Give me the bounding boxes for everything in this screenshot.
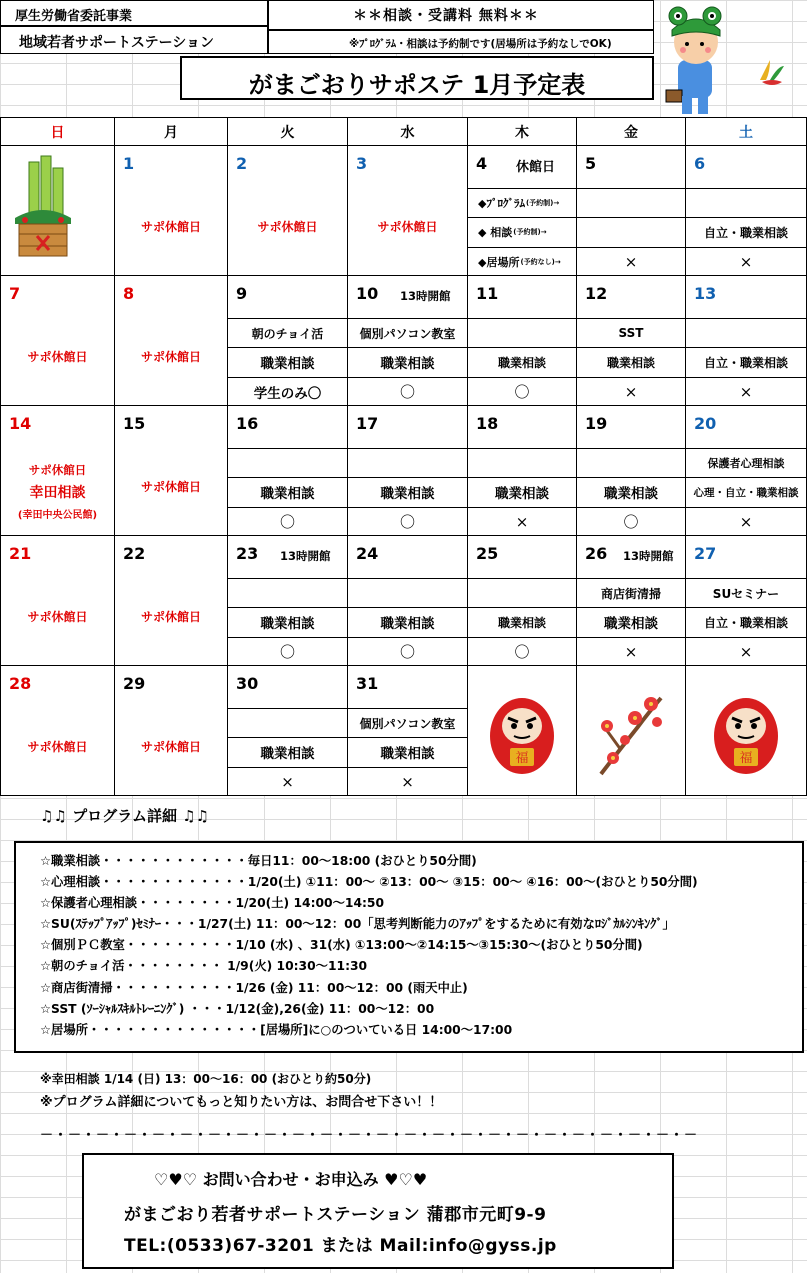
- kota-note: ※幸田相談 1/14 (日) 13：00～16：00 (おひとり約50分): [40, 1072, 372, 1086]
- day-number: 19: [585, 414, 608, 433]
- day-cell-empty: [577, 666, 686, 796]
- day-cell-11: [468, 276, 577, 406]
- day-number: 6: [694, 154, 706, 173]
- day-number: 3: [356, 154, 368, 173]
- program-line: [228, 708, 347, 737]
- day-number: 21: [9, 544, 32, 563]
- weekday-tue: 火: [228, 118, 348, 146]
- consult-line: 職業相談: [348, 607, 467, 636]
- day-number: 27: [694, 544, 717, 563]
- ibasho-line: ×: [686, 637, 806, 666]
- day-cell-20: [686, 406, 807, 536]
- program-line: SST: [577, 318, 685, 347]
- week-row-5: [1, 666, 807, 796]
- program-line: [577, 188, 685, 217]
- dashed-separator: －・－・－・－・－・－・－・－・－・－・－・－・－・－・－・－・－・－・－・－・－・－・－・－: [40, 1128, 699, 1143]
- contact-organization: がまごおり若者サポートステーション 蒲郡市元町9-9: [124, 1205, 547, 1225]
- week-row-3: [1, 406, 807, 536]
- day-number: 30: [236, 674, 259, 693]
- day-number: 13: [694, 284, 717, 303]
- day-cell-6: [686, 146, 807, 276]
- day-cell-22: [115, 536, 228, 666]
- day-cell-10: [348, 276, 468, 406]
- day-cell-31: [348, 666, 468, 796]
- closed-label: サポ休館日: [27, 610, 88, 624]
- day-note: 13時開館: [623, 549, 674, 563]
- ibasho-line: 〇: [577, 507, 685, 536]
- closed-label: サポ休館日: [140, 350, 201, 364]
- day-cell-13: [686, 276, 807, 406]
- ibasho-line: ×: [686, 247, 806, 276]
- program-row: ☆居場所・・・・・・・・・・・・・・[居場所]に○のついている日 14:00～17:00: [40, 1022, 513, 1037]
- program-line: 商店街清掃: [577, 578, 685, 607]
- inquiry-note: ※プログラム詳細についてもっと知りたい方は、お問合せ下さい！！: [40, 1095, 443, 1110]
- program-row: ☆朝のチョイ活・・・・・・・・ 1/9(火) 10:30～11:30: [40, 959, 368, 974]
- ibasho-line: 〇: [348, 377, 467, 406]
- consult-line: 職業相談: [577, 607, 685, 636]
- closed-label: サポ休館日: [28, 463, 87, 477]
- program-row: ☆職業相談・・・・・・・・・・・・毎日11：00～18:00 (おひとり50分間): [40, 854, 477, 868]
- day-cell-30: [228, 666, 348, 796]
- day-number: 23: [236, 544, 259, 563]
- program-line: [468, 578, 576, 607]
- ibasho-line: 〇: [228, 637, 347, 666]
- program-line: SUセミナー: [686, 578, 806, 607]
- program-line: [228, 448, 347, 477]
- ibasho-line: ×: [577, 247, 685, 276]
- consult-line: 職業相談: [228, 347, 347, 376]
- day-cell-15: [115, 406, 228, 536]
- consult-line: 心理・自立・職業相談: [686, 477, 806, 506]
- day-cell-7: [1, 276, 115, 406]
- svg-text:福: 福: [515, 751, 529, 766]
- day-cell-4: [468, 146, 577, 276]
- program-row: ☆保護者心理相談・・・・・・・・1/20(土) 14:00～14:50: [40, 896, 385, 911]
- legend-program: ◆ﾌﾟﾛｸﾞﾗﾑ (予約制)→: [468, 188, 576, 217]
- contact-box: [82, 1153, 674, 1269]
- closed-label: サポ休館日: [377, 220, 438, 234]
- consult-line: 職業相談: [468, 347, 576, 376]
- ibasho-line: ×: [228, 767, 347, 796]
- ibasho-line: ×: [686, 377, 806, 406]
- day-number: 25: [476, 544, 499, 563]
- org-short-label: 地域若者サポートステーション: [0, 26, 268, 54]
- consult-line: 職業相談: [577, 347, 685, 376]
- day-note: 休館日: [516, 160, 556, 175]
- day-number: 1: [123, 154, 135, 173]
- consult-line: 職業相談: [468, 607, 576, 636]
- day-cell-1: [115, 146, 228, 276]
- weekday-header-row: [1, 118, 807, 146]
- program-line: 保護者心理相談: [686, 448, 806, 477]
- ibasho-line: 〇: [348, 507, 467, 536]
- program-heading: ♫♫ プログラム詳細 ♫♫: [40, 807, 210, 825]
- closed-label: サポ休館日: [140, 480, 201, 494]
- consult-line: 職業相談: [468, 477, 576, 506]
- kadomatsu-icon: [11, 154, 75, 262]
- day-cell-8: [115, 276, 228, 406]
- program-line: [348, 448, 467, 477]
- day-number: 26: [585, 544, 608, 563]
- day-number: 2: [236, 154, 248, 173]
- program-details-box: [14, 841, 804, 1053]
- day-number: 8: [123, 284, 135, 303]
- weekday-sat: 土: [686, 118, 807, 146]
- reservation-note: ※ﾌﾟﾛｸﾞﾗﾑ・相談は予約制です(居場所は予約なしでOK): [268, 30, 654, 54]
- ibasho-line: ×: [686, 507, 806, 536]
- program-line: [228, 578, 347, 607]
- closed-label: サポ休館日: [140, 220, 201, 234]
- day-number: 29: [123, 674, 146, 693]
- consult-line: 職業相談: [348, 477, 467, 506]
- day-number: 5: [585, 154, 597, 173]
- ibasho-line: ×: [348, 767, 467, 796]
- consult-line: [577, 217, 685, 246]
- day-number: 22: [123, 544, 146, 563]
- kota-consult-label: 幸田相談: [29, 485, 86, 501]
- week-row-2: [1, 276, 807, 406]
- program-line: [468, 318, 576, 347]
- day-cell-empty: [468, 666, 577, 796]
- program-line: 朝のチョイ活: [228, 318, 347, 347]
- day-cell-25: [468, 536, 577, 666]
- program-row: ☆SST (ｿｰｼｬﾙｽｷﾙﾄﾚｰﾆﾝｸﾞ) ・・・1/12(金),26(金) 11：00～12：00: [40, 1001, 435, 1016]
- weekday-wed: 水: [348, 118, 468, 146]
- day-number: 28: [9, 674, 32, 693]
- day-cell-3: [348, 146, 468, 276]
- program-line: [686, 318, 806, 347]
- day-cell-28: [1, 666, 115, 796]
- contact-phone-mail: TEL:(0533)67-3201 または Mail:info@gyss.jp: [124, 1236, 557, 1256]
- legend-consult: ◆ 相談 (予約制)→: [468, 217, 576, 246]
- consult-line: 職業相談: [348, 347, 467, 376]
- day-cell-empty: [1, 146, 115, 276]
- day-cell-26: [577, 536, 686, 666]
- program-line: 個別パソコン教室: [348, 318, 467, 347]
- consult-line: 職業相談: [348, 737, 467, 766]
- contact-title: ♡♥♡ お問い合わせ・お申込み ♥♡♥: [154, 1170, 428, 1189]
- program-line: [468, 448, 576, 477]
- consult-line: 職業相談: [577, 477, 685, 506]
- daruma-icon: [710, 690, 782, 776]
- day-number: 15: [123, 414, 146, 433]
- day-number: 24: [356, 544, 379, 563]
- ibasho-line: ×: [468, 507, 576, 536]
- weekday-fri: 金: [577, 118, 686, 146]
- weekday-sun: 日: [1, 118, 115, 146]
- ibasho-line: ×: [577, 377, 685, 406]
- day-number: 20: [694, 414, 717, 433]
- day-number: 17: [356, 414, 379, 433]
- week-row-4: [1, 536, 807, 666]
- ibasho-line: 〇: [468, 637, 576, 666]
- frog-mascot-icon: [656, 0, 734, 116]
- program-row: ☆心理相談・・・・・・・・・・・・1/20(土) ①11：00～ ②13：00～ ③15：00～ ④16：00～(おひとり50分間): [40, 875, 698, 890]
- day-cell-5: [577, 146, 686, 276]
- program-row: ☆個別ＰＣ教室・・・・・・・・・1/10 (水) 、31(水) ①13:00～②14:15～③15:30～(おひとり50分間): [40, 938, 643, 953]
- weekday-mon: 月: [115, 118, 228, 146]
- closed-label: サポ休館日: [27, 740, 88, 754]
- day-number: 9: [236, 284, 248, 303]
- ibasho-line: 〇: [348, 637, 467, 666]
- sponsor-label: 厚生労働省委託事業: [0, 0, 268, 26]
- day-cell-2: [228, 146, 348, 276]
- day-number: 14: [9, 414, 32, 433]
- day-cell-12: [577, 276, 686, 406]
- day-cell-19: [577, 406, 686, 536]
- program-line: [577, 448, 685, 477]
- day-note: 13時開館: [400, 289, 451, 303]
- day-cell-18: [468, 406, 577, 536]
- program-line: 個別パソコン教室: [348, 708, 467, 737]
- day-number: 10: [356, 284, 379, 303]
- day-number: 12: [585, 284, 608, 303]
- consult-line: 職業相談: [228, 477, 347, 506]
- ibasho-line: 〇: [228, 507, 347, 536]
- calendar-table: [0, 117, 807, 796]
- consult-line: 自立・職業相談: [686, 217, 806, 246]
- page-title: がまごおりサポステ 1月予定表: [180, 56, 654, 100]
- free-notice: ＊＊相談・受講料 無料＊＊: [268, 0, 654, 30]
- day-number: 16: [236, 414, 259, 433]
- ibasho-line: ×: [577, 637, 685, 666]
- closed-label: サポ休館日: [27, 350, 88, 364]
- day-number: 4: [476, 154, 488, 173]
- program-line: [686, 188, 806, 217]
- day-number: 18: [476, 414, 499, 433]
- ibasho-line: 〇: [468, 377, 576, 406]
- consult-line: 自立・職業相談: [686, 347, 806, 376]
- day-number: 31: [356, 674, 379, 693]
- program-row: ☆SU(ｽﾃｯﾌﾟｱｯﾌﾟ)ｾﾐﾅｰ・・・1/27(土) 11：00～12：00「思考判断能力のｱｯﾌﾟをするために有効なﾛｼﾞｶﾙｼﾝｷﾝｸﾞ」: [40, 917, 675, 932]
- program-row: ☆商店街清掃・・・・・・・・・・1/26 (金) 11：00～12：00 (雨天中止): [40, 980, 468, 995]
- day-cell-17: [348, 406, 468, 536]
- week-row-1: [1, 146, 807, 276]
- ibasho-line: 学生のみ〇: [228, 377, 347, 406]
- daruma-icon: [486, 690, 558, 776]
- svg-text:福: 福: [739, 751, 753, 766]
- logo-icon: [756, 58, 786, 90]
- closed-label: サポ休館日: [140, 610, 201, 624]
- consult-line: 自立・職業相談: [686, 607, 806, 636]
- day-cell-9: [228, 276, 348, 406]
- legend-ibasho: ◆居場所 (予約なし)→: [468, 247, 576, 276]
- day-cell-14: [1, 406, 115, 536]
- day-cell-29: [115, 666, 228, 796]
- closed-label: サポ休館日: [140, 740, 201, 754]
- program-line: [348, 578, 467, 607]
- day-cell-16: [228, 406, 348, 536]
- weekday-thu: 木: [468, 118, 577, 146]
- consult-line: 職業相談: [228, 607, 347, 636]
- plum-blossom-icon: [591, 688, 671, 778]
- day-number: 7: [9, 284, 21, 303]
- day-cell-27: [686, 536, 807, 666]
- day-cell-21: [1, 536, 115, 666]
- day-note: 13時開館: [280, 549, 331, 563]
- closed-label: サポ休館日: [257, 220, 318, 234]
- day-number: 11: [476, 284, 499, 303]
- day-cell-24: [348, 536, 468, 666]
- kota-venue-label: (幸田中央公民館): [17, 510, 98, 521]
- consult-line: 職業相談: [228, 737, 347, 766]
- day-cell-empty: [686, 666, 807, 796]
- day-cell-23: [228, 536, 348, 666]
